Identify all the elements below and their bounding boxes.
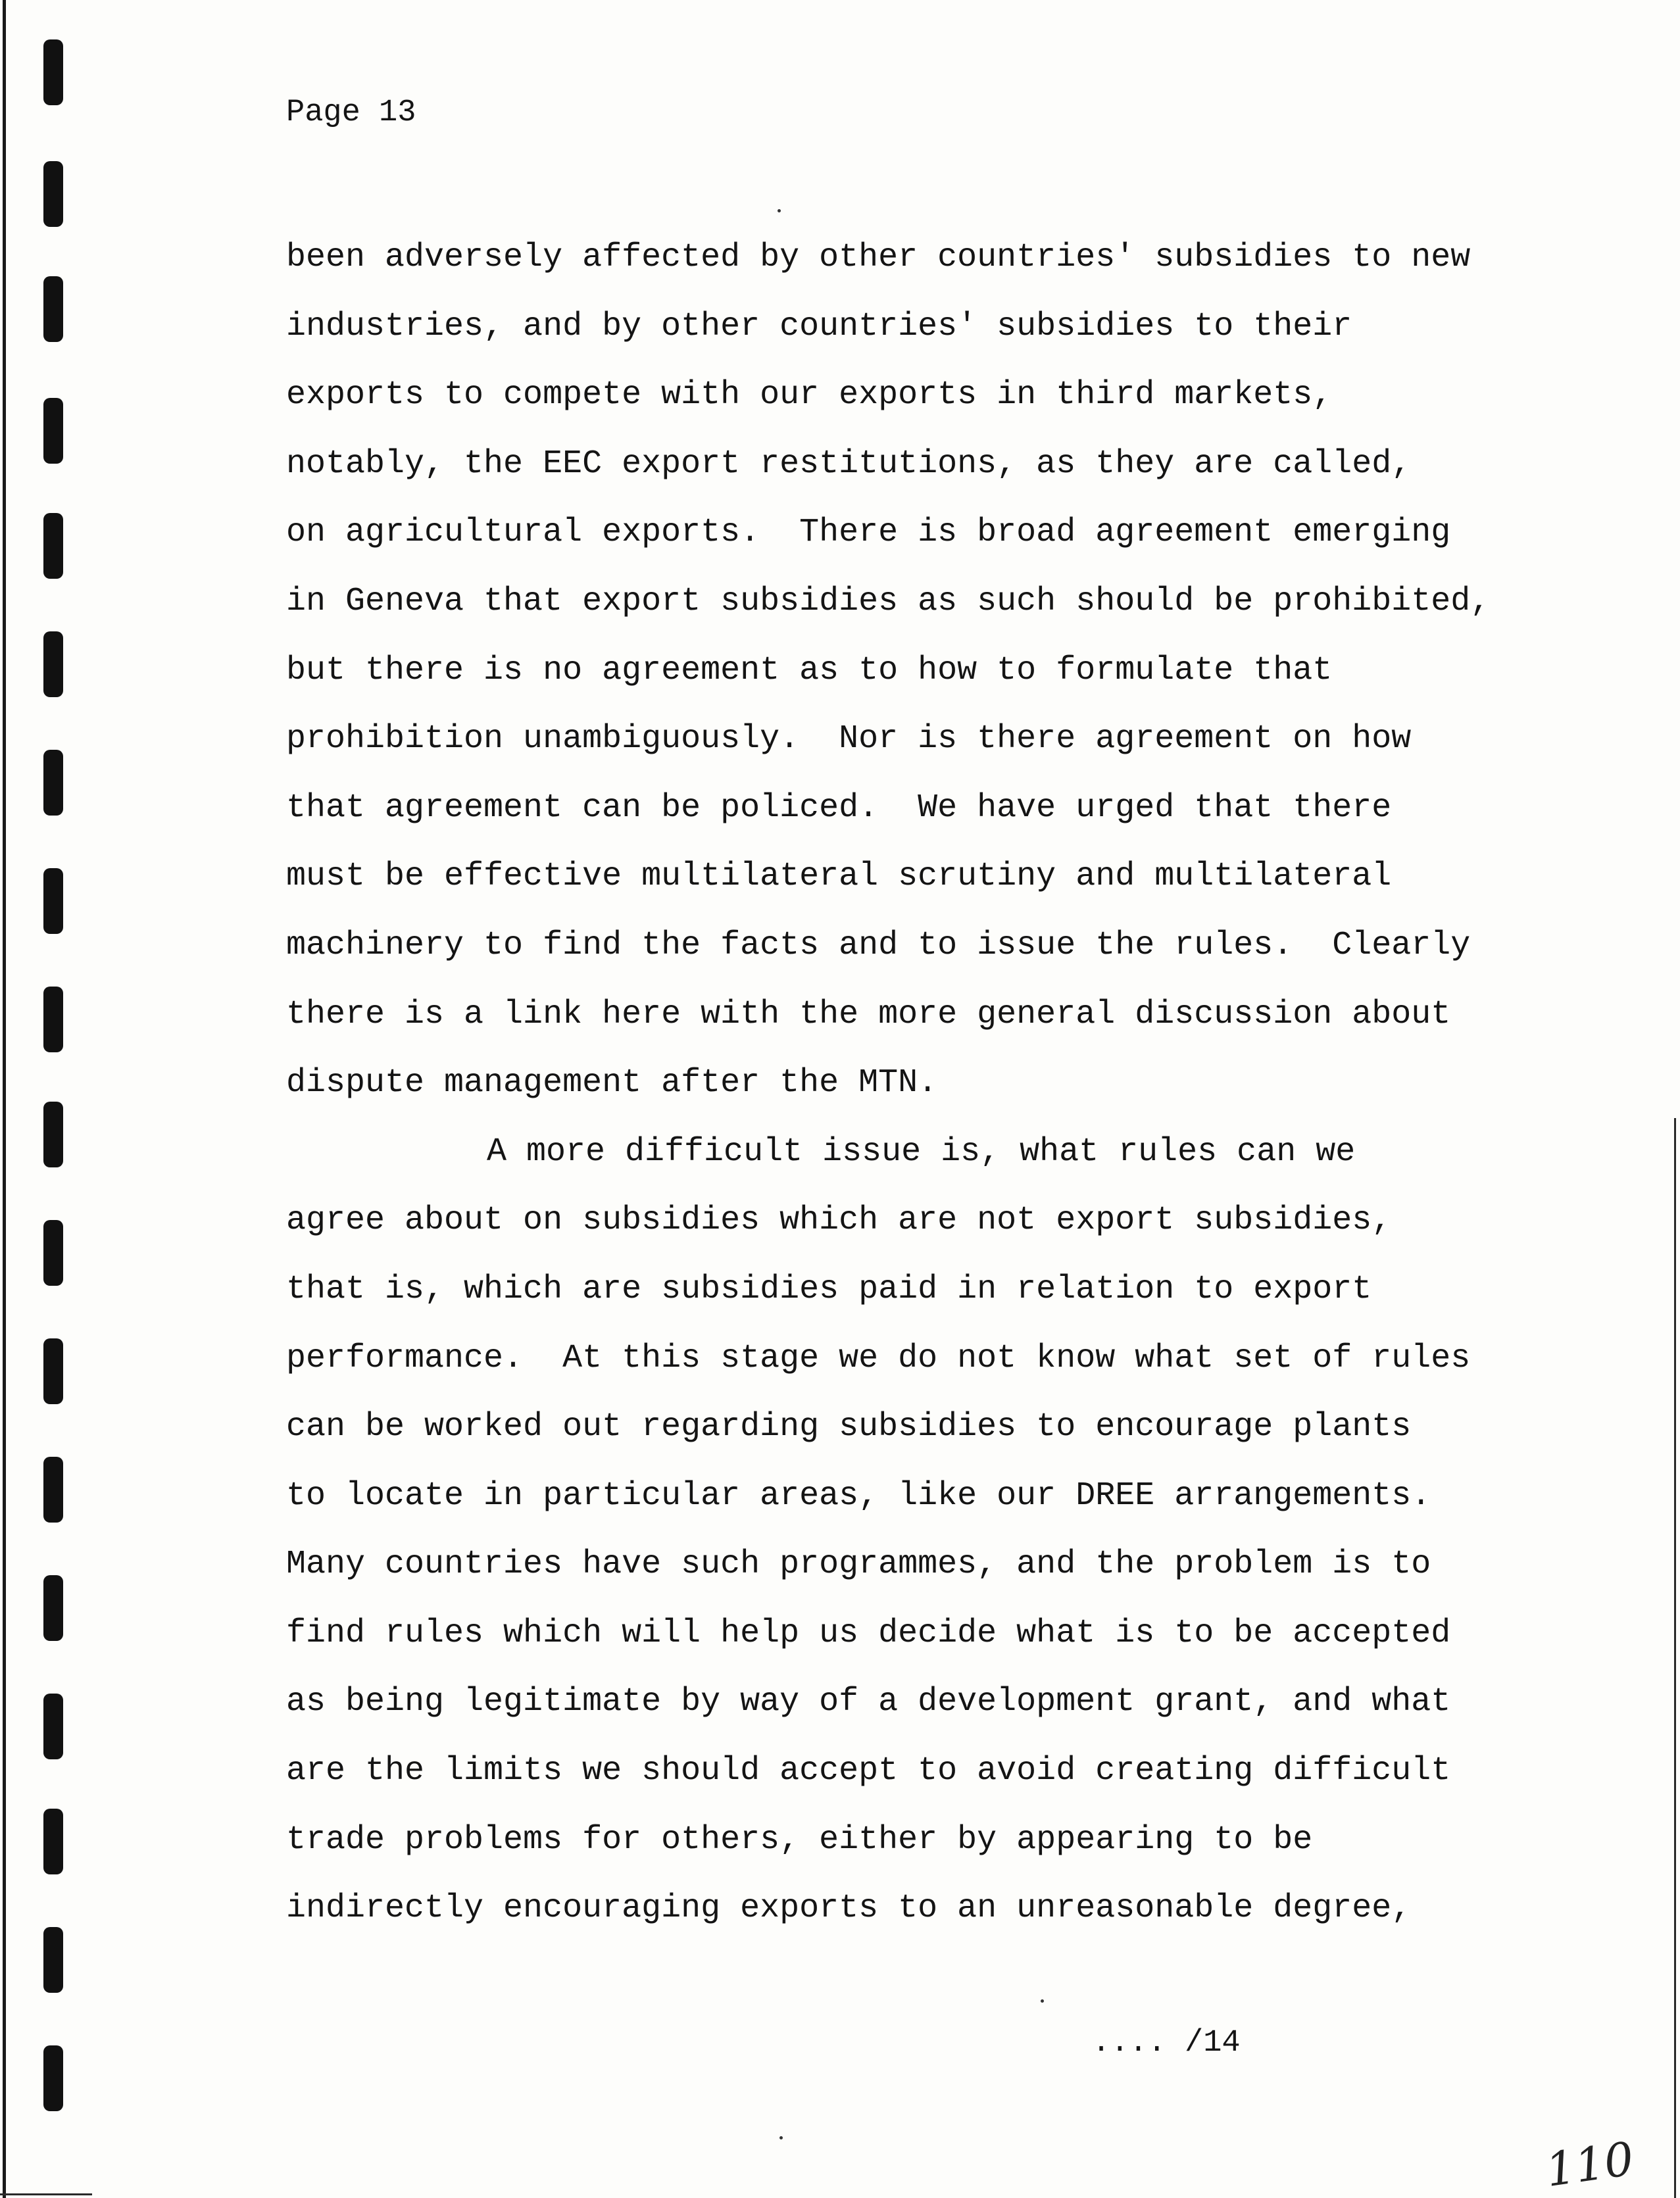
text-line: can be worked out regarding subsidies to encourage plants <box>286 1408 1412 1446</box>
page-number-header: Page 13 <box>286 95 416 130</box>
text-line: exports to compete with our exports in third markets, <box>286 376 1333 414</box>
text-line: dispute management after the MTN. <box>286 1064 938 1102</box>
text-line: on agricultural exports. There is broad agreement emerging <box>286 514 1451 552</box>
binding-edge-line <box>3 0 6 2198</box>
text-line: industries, and by other countries' subsidies to their <box>286 307 1352 345</box>
binding-hole <box>43 2045 63 2111</box>
binding-hole <box>43 987 63 1052</box>
text-line: find rules which will help us decide what is to be accepted <box>286 1614 1451 1652</box>
binding-hole <box>43 1338 63 1404</box>
continuation-marker: .... /14 <box>1092 2026 1241 2061</box>
binding-perforations <box>43 39 70 2184</box>
binding-hole <box>43 398 63 464</box>
text-line: as being legitimate by way of a development grant, and what <box>286 1683 1451 1721</box>
binding-hole <box>43 868 63 934</box>
text-line: been adversely affected by other countries' subsidies to new <box>286 239 1471 276</box>
binding-hole <box>43 513 63 579</box>
text-line: notably, the EEC export restitutions, as they are called, <box>286 445 1412 483</box>
text-line: Many countries have such programmes, and the problem is to <box>286 1546 1431 1584</box>
text-line: machinery to find the facts and to issue the rules. Clearly <box>286 926 1471 964</box>
body-text <box>286 224 1575 1943</box>
binding-hole <box>43 631 63 697</box>
binding-hole <box>43 1927 63 1993</box>
bottom-edge-line <box>0 2193 92 2195</box>
text-line: but there is no agreement as to how to formulate that <box>286 651 1333 689</box>
scan-speck <box>1041 1999 1044 2003</box>
text-line: are the limits we should accept to avoid creating difficult <box>286 1752 1451 1790</box>
right-edge-line <box>1674 1118 1676 2198</box>
binding-hole <box>43 1220 63 1286</box>
text-line: prohibition unambiguously. Nor is there agreement on how <box>286 720 1412 758</box>
binding-hole <box>43 750 63 816</box>
binding-hole <box>43 39 63 105</box>
binding-hole <box>43 1809 63 1874</box>
text-line: there is a link here with the more general discussion about <box>286 995 1451 1033</box>
binding-hole <box>43 276 63 342</box>
text-line: performance. At this stage we do not know what set of rules <box>286 1339 1471 1377</box>
binding-hole <box>43 1694 63 1759</box>
scan-speck <box>779 2136 783 2139</box>
text-line: A more difficult issue is, what rules can we <box>487 1133 1356 1171</box>
text-line: agree about on subsidies which are not export subsidies, <box>286 1202 1392 1240</box>
scan-speck <box>778 209 781 212</box>
handwritten-page-number: 110 <box>1542 2132 1637 2197</box>
text-line: indirectly encouraging exports to an unreasonable degree, <box>286 1890 1412 1928</box>
binding-hole <box>43 161 63 227</box>
binding-hole <box>43 1575 63 1641</box>
text-line: that is, which are subsidies paid in relation to export <box>286 1270 1372 1308</box>
text-line: that agreement can be policed. We have urged that there <box>286 789 1392 827</box>
text-line: to locate in particular areas, like our DREE arrangements. <box>286 1477 1431 1515</box>
text-line: in Geneva that export subsidies as such should be prohibited, <box>286 582 1491 620</box>
binding-hole <box>43 1457 63 1523</box>
text-line: must be effective multilateral scrutiny and multilateral <box>286 858 1392 896</box>
binding-hole <box>43 1102 63 1167</box>
text-line: trade problems for others, either by appearing to be <box>286 1820 1313 1859</box>
